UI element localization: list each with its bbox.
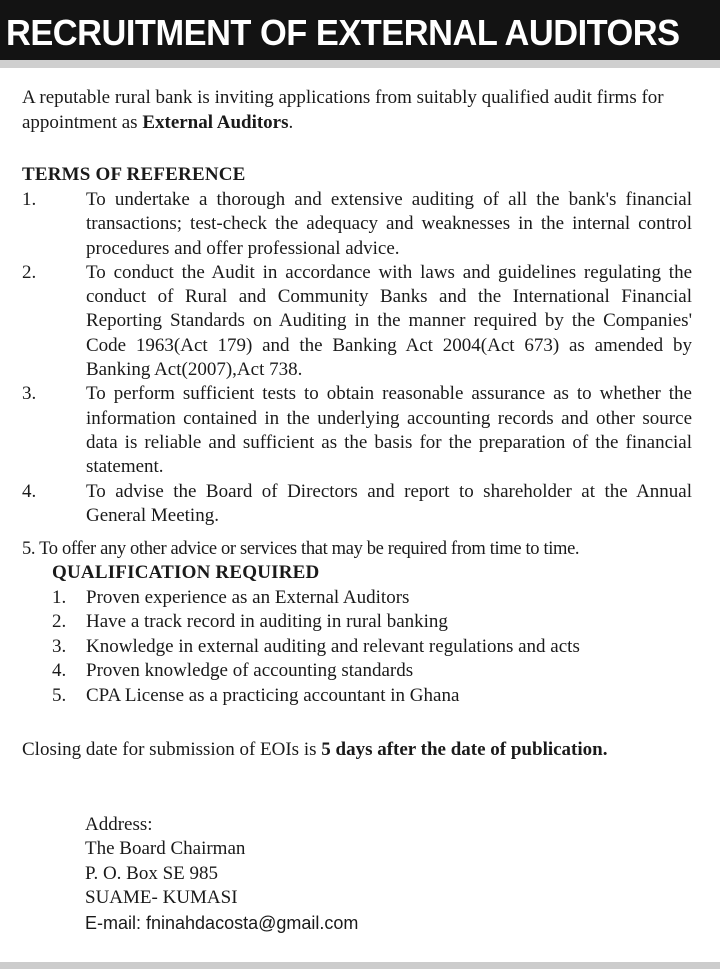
address-block — [85, 813, 485, 935]
terms-item-number: 4. — [22, 480, 37, 502]
qualification-list — [52, 586, 702, 708]
qualification-item — [52, 586, 702, 610]
qualification-item — [52, 659, 702, 683]
intro-lead: A reputable rural bank is inviting applications from suitably qualified audit firms for appointment as — [22, 87, 664, 133]
qualification-item-number: 5. — [52, 684, 67, 706]
qualification-item-number: 2. — [52, 611, 67, 633]
terms-item — [22, 382, 692, 479]
terms-item-5: 5. To offer any other advice or services that may be required from time to time. — [22, 539, 580, 559]
email-address[interactable]: E-mail: fninahdacosta@gmail.com — [85, 912, 359, 933]
address-line-city: SUAME- KUMASI — [85, 887, 238, 909]
qualification-item-text: Proven experience as an External Auditors — [86, 587, 410, 608]
terms-heading: TERMS OF REFERENCE — [22, 164, 246, 185]
qualification-item-text: Proven knowledge of accounting standards — [86, 660, 414, 682]
page-title: RECRUITMENT OF EXTERNAL AUDITORS — [6, 12, 680, 53]
qualification-item — [52, 635, 702, 659]
terms-item — [22, 188, 692, 261]
qualification-item-number: 4. — [52, 660, 67, 682]
terms-list — [22, 188, 692, 528]
bottom-divider — [0, 962, 720, 969]
intro-bold: External Auditors — [142, 112, 289, 133]
closing-deadline: 5 days after the date of publication. — [321, 739, 608, 760]
terms-item-text: To advise the Board of Directors and report to shareholder at the Annual General Meeting. — [86, 480, 692, 526]
terms-item-number: 2. — [22, 261, 37, 283]
address-label: Address: — [85, 814, 153, 835]
qualification-item-number: 3. — [52, 635, 67, 657]
terms-item — [22, 261, 692, 382]
qualification-item — [52, 610, 702, 634]
terms-item — [22, 480, 692, 529]
terms-item-text: To conduct the Audit in accordance with laws and guidelines regulating the conduct of Rural and Community Banks and the International Financial Reporting Standards on Auditing in the manner required by the Companies' Code 1963(Act 179) and the Banking Act 2004(Act 673) as amended by Banking Act(2007),Act 738. — [86, 261, 692, 381]
intro-paragraph — [22, 85, 702, 135]
qualification-item-text: Have a track record in auditing in rural banking — [86, 611, 448, 633]
title-banner — [0, 0, 720, 68]
qualification-item — [52, 684, 702, 708]
qualification-item-text: CPA License as a practicing accountant in Ghana — [86, 684, 460, 706]
closing-date — [22, 736, 642, 763]
terms-item-text: To undertake a thorough and extensive auditing of all the bank's financial transactions; test-check the adequacy and weaknesses in the internal control procedures and offer professional advice. — [86, 189, 692, 259]
qualification-item-number: 1. — [52, 587, 67, 608]
qualification-heading: QUALIFICATION REQUIRED — [52, 562, 320, 583]
closing-lead: Closing date for submission of EOIs is — [22, 739, 322, 760]
terms-item-number: 1. — [22, 189, 37, 210]
address-line-pobox: P. O. Box SE 985 — [85, 862, 219, 884]
terms-item-number: 3. — [22, 383, 37, 405]
qualification-item-text: Knowledge in external auditing and relevant regulations and acts — [86, 635, 580, 657]
intro-tail: . — [288, 112, 294, 133]
address-line-recipient: The Board Chairman — [85, 838, 246, 860]
terms-item-text: To perform sufficient tests to obtain reasonable assurance as to whether the information contained in the underlying accounting records and other source data is reliable and sufficient as the basis for the preparation of the financial statement. — [86, 383, 692, 478]
